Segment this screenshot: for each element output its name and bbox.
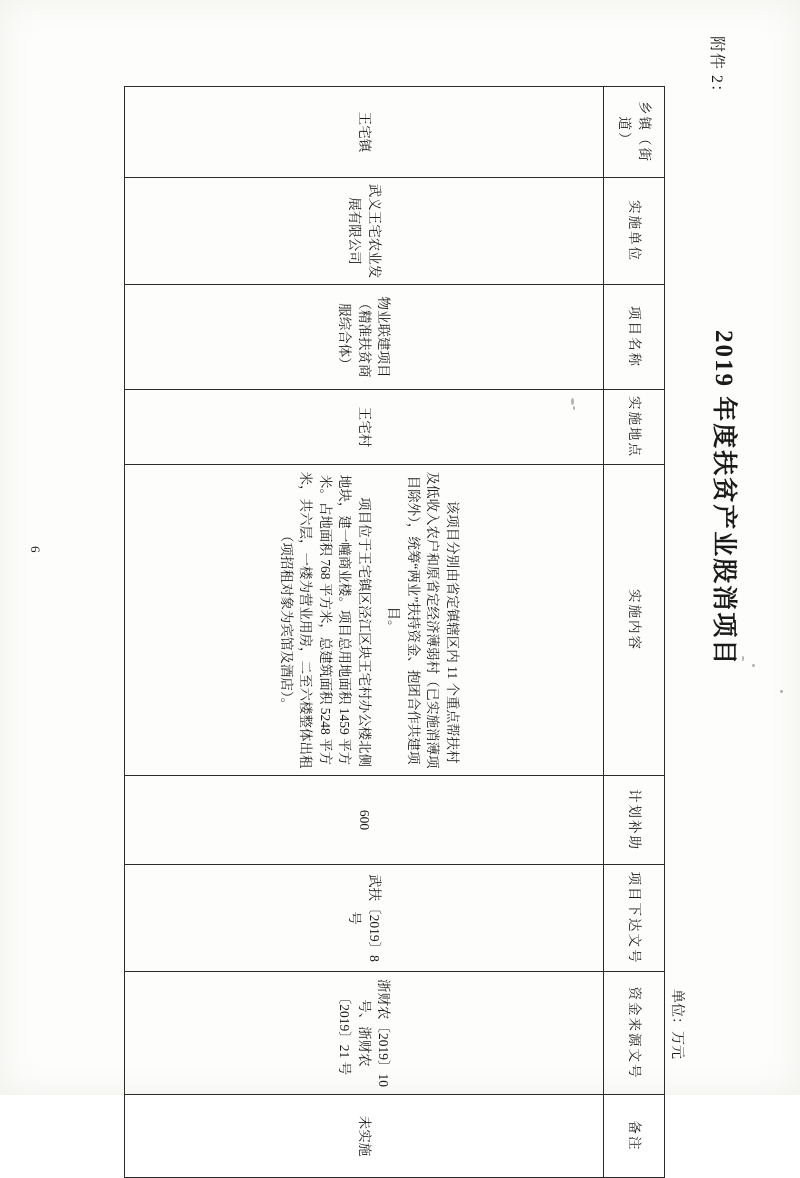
column-header-location: 实施地点: [604, 390, 665, 465]
page-title: 2019 年度扶贫产业股消项目: [710, 330, 737, 667]
scan-speck: [573, 406, 575, 410]
page-number: 6: [28, 546, 43, 553]
cell-town: 王宅镇: [125, 87, 604, 178]
column-header-funding-source: 资金来源文号: [604, 972, 665, 1095]
scan-speck: [571, 398, 574, 405]
table-row: [125, 87, 604, 1178]
column-header-implementing-unit: 实施单位: [604, 178, 665, 285]
cell-remark: 未实施: [125, 1095, 604, 1178]
cell-planned-subsidy: 600: [125, 776, 604, 865]
cell-project-name: 物业联建项目（精准扶贫商服综合体）: [125, 285, 604, 390]
poverty-alleviation-project-table: [124, 86, 665, 1178]
unit-note: 单位：万元: [669, 989, 684, 1059]
column-header-document-number: 项目下达文号: [604, 865, 665, 972]
cell-funding-source: 浙财农〔2019〕10 号、浙财农〔2019〕21 号: [125, 972, 604, 1095]
cell-location: 王宅村: [125, 390, 604, 465]
cell-document-number: 武扶〔2019〕8 号: [125, 865, 604, 972]
scan-speck: [742, 656, 744, 661]
table-header-row: [604, 87, 665, 1178]
column-header-planned-subsidy: 计划补助: [604, 776, 665, 865]
cell-implementing-unit: 武义王宅农业发展有限公司: [125, 178, 604, 285]
scan-speck: [780, 690, 783, 693]
attachment-label: 附件 2：: [708, 36, 725, 102]
scan-speck: [752, 664, 755, 667]
cell-content: [125, 465, 604, 776]
column-header-content: 实施内容: [604, 465, 665, 776]
column-header-remark: 备注: [604, 1095, 665, 1178]
column-header-project-name: 项目名称: [604, 285, 665, 390]
column-header-town: 乡镇（街道）: [604, 87, 665, 178]
content-paragraph-1: 该项目分别由省定镇辖区内 11 个重点帮扶村及低收入农户和原省定经济薄弱村（已实施消薄项目除外），统筹“两业”扶持资金、抱团合作共建项目。: [386, 471, 461, 769]
content-paragraph-2: 项目位于王宅镇区泾江区块王宅村办公楼北侧地块，建一幢商业楼。项目总用地面积 1459 平方米。占地面积 768 平方米，总建筑面积 5248 平方米，共六层，一楼为营业用房，二至六楼整体出租（项招租对象为宾馆及酒店）。: [278, 471, 372, 769]
